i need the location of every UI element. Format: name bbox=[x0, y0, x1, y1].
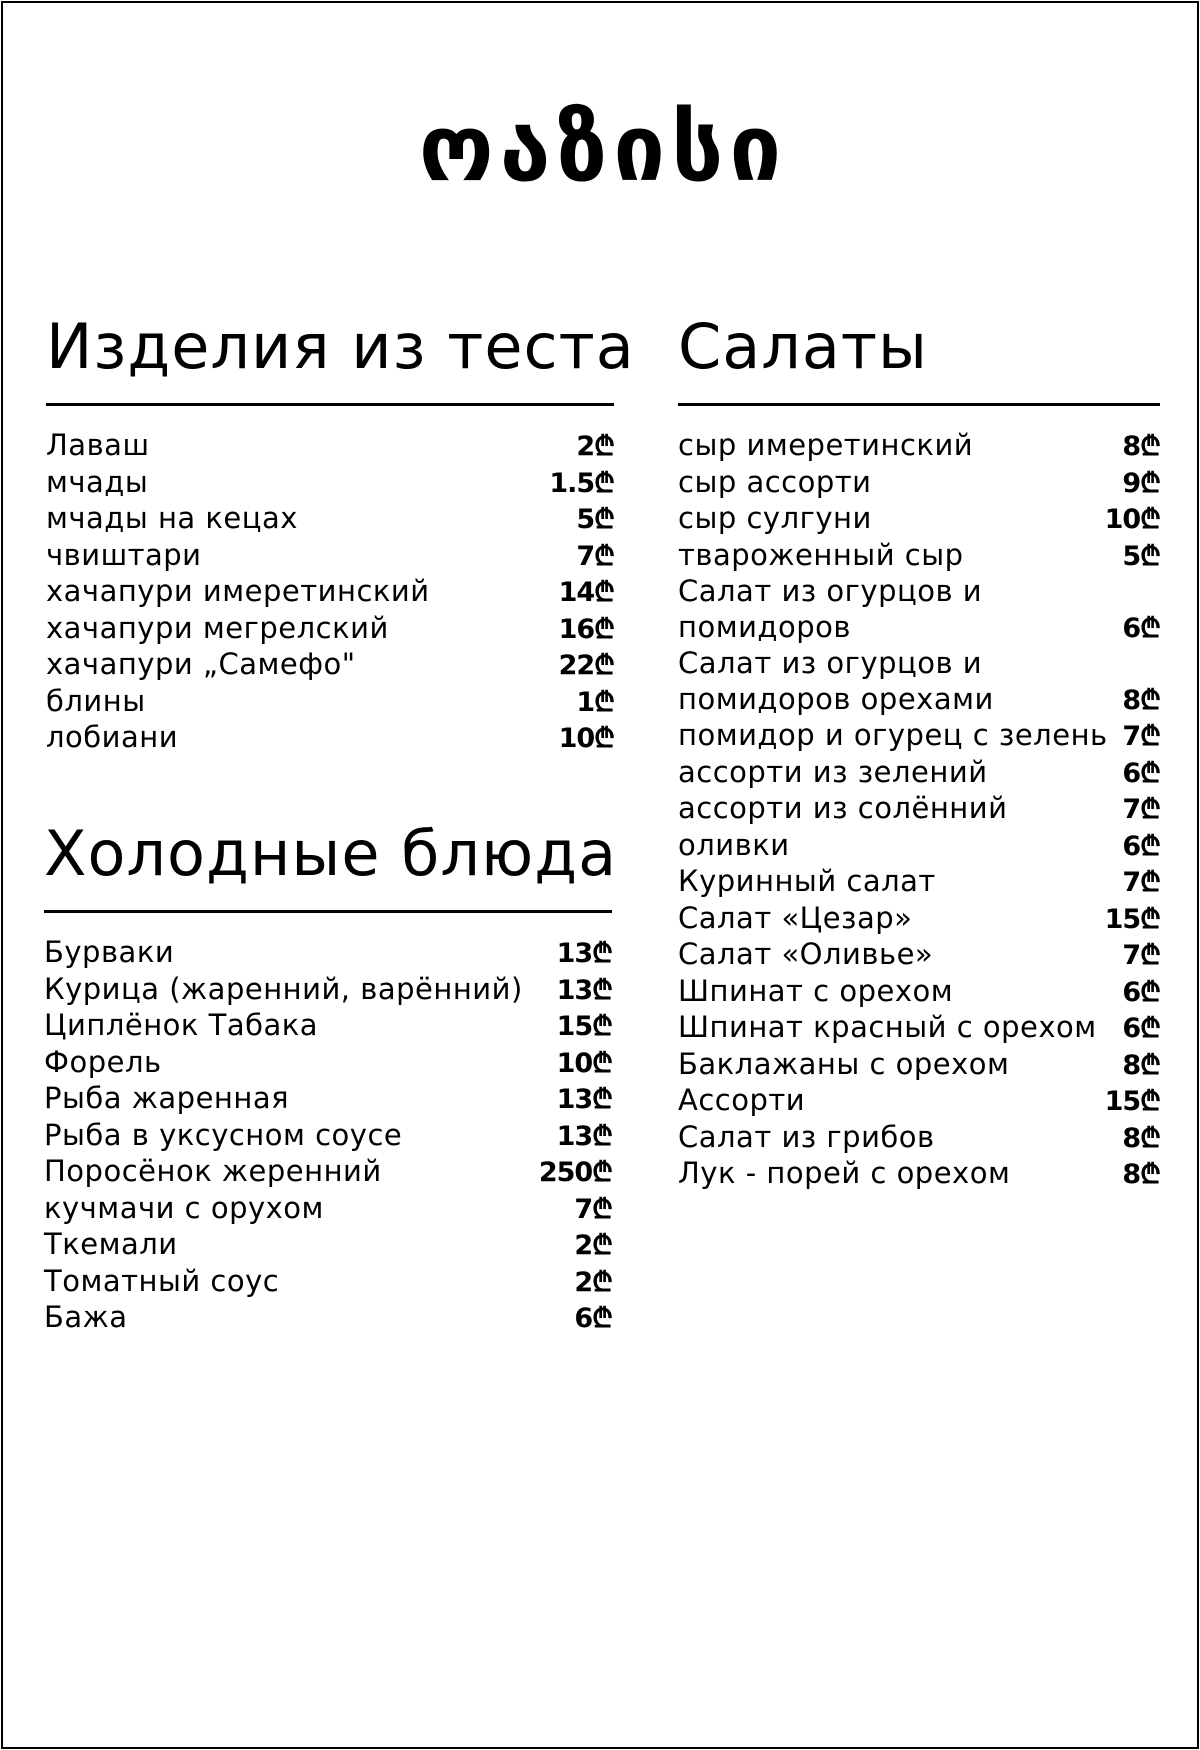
menu-item-price: 15₾ bbox=[1104, 903, 1160, 935]
menu-item bbox=[678, 718, 1160, 755]
section-divider bbox=[46, 403, 614, 406]
menu-item-name: Лаваш bbox=[46, 428, 150, 462]
menu-item-name: ассорти из солённий bbox=[678, 791, 1008, 825]
menu-item-list bbox=[44, 935, 612, 1337]
menu-item bbox=[44, 1264, 612, 1301]
menu-title: ოაზისი bbox=[418, 95, 788, 202]
menu-item-name: Рыба жаренная bbox=[44, 1081, 290, 1115]
menu-item bbox=[678, 864, 1160, 901]
menu-item-price: 2₾ bbox=[576, 431, 614, 462]
menu-item-price: 14₾ bbox=[558, 577, 614, 608]
menu-item-name: сыр ассорти bbox=[678, 464, 872, 499]
menu-item bbox=[46, 501, 614, 538]
menu-item-name: помидоров bbox=[678, 609, 851, 644]
menu-item-name: Лук - порей с орехом bbox=[678, 1156, 1011, 1190]
menu-item-price: 10₾ bbox=[1104, 504, 1160, 535]
menu-item bbox=[678, 828, 1160, 865]
menu-item bbox=[678, 791, 1160, 828]
menu-item-price: 8₾ bbox=[1122, 1122, 1160, 1154]
menu-item-price: 5₾ bbox=[576, 504, 614, 535]
menu-item-name: Салат «Оливье» bbox=[678, 937, 934, 971]
menu-item-name: Шпинат с орехом bbox=[678, 973, 954, 1008]
menu-item bbox=[44, 972, 612, 1009]
menu-item-name: Шпинат красный с орехом bbox=[678, 1010, 1097, 1044]
menu-item-price: 16₾ bbox=[558, 613, 614, 645]
menu-item-price: 7₾ bbox=[1122, 867, 1160, 898]
menu-item-price: 8₾ bbox=[1122, 1049, 1160, 1081]
menu-item-name: Курица (жаренний, варённий) bbox=[44, 971, 523, 1006]
section-heading: Холодные блюда bbox=[44, 817, 618, 890]
menu-item bbox=[678, 1120, 1160, 1157]
menu-item-name: кучмачи с орухом bbox=[44, 1190, 324, 1225]
menu-item bbox=[678, 574, 1160, 610]
menu-item bbox=[678, 937, 1160, 974]
menu-item-name: Салат из грибов bbox=[678, 1119, 935, 1154]
menu-item bbox=[44, 1081, 612, 1118]
menu-item bbox=[678, 1156, 1160, 1193]
menu-item-price: 13₾ bbox=[556, 1084, 612, 1115]
menu-item bbox=[44, 935, 612, 972]
menu-item bbox=[44, 1191, 612, 1228]
menu-item-name: хачапури мегрелский bbox=[46, 610, 389, 645]
menu-item bbox=[678, 1083, 1160, 1120]
menu-item-name: Томатный соус bbox=[44, 1263, 280, 1298]
menu-item-price: 15₾ bbox=[1104, 1086, 1160, 1117]
menu-item-name: мчады bbox=[46, 464, 149, 499]
menu-item-name: чвиштари bbox=[46, 537, 202, 572]
menu-item-name: Баклажаны с орехом bbox=[678, 1046, 1010, 1081]
menu-item-name: сыр сулгуни bbox=[678, 501, 872, 535]
menu-item bbox=[44, 1118, 612, 1155]
menu-item-name: хачапури имеретинский bbox=[46, 574, 430, 608]
menu-item bbox=[44, 1300, 612, 1337]
menu-item bbox=[46, 684, 614, 721]
menu-item-name: помидоров орехами bbox=[678, 681, 994, 716]
menu-item-price: 8₾ bbox=[1122, 1159, 1160, 1190]
menu-item-price: 5₾ bbox=[1122, 540, 1160, 572]
menu-item-name: хачапури „Самефо" bbox=[46, 647, 356, 681]
menu-item-price: 10₾ bbox=[558, 723, 614, 754]
menu-item-name: Ассорти bbox=[678, 1083, 806, 1117]
section-divider bbox=[678, 403, 1160, 406]
menu-item-price: 13₾ bbox=[556, 974, 612, 1006]
menu-item-name: блины bbox=[46, 683, 146, 718]
menu-item-price: 6₾ bbox=[1122, 1013, 1160, 1044]
menu-item-price: 1.5₾ bbox=[549, 467, 614, 499]
menu-item-name: Салат из огурцов и bbox=[678, 574, 983, 608]
menu-item-name: Форель bbox=[44, 1044, 162, 1079]
menu-item-price: 7₾ bbox=[574, 1193, 612, 1225]
menu-item-name: лобиани bbox=[46, 720, 179, 754]
menu-item bbox=[678, 755, 1160, 792]
menu-item-price: 9₾ bbox=[1122, 467, 1160, 499]
menu-item-name: помидор и огурец с зелень bbox=[678, 718, 1108, 752]
section-cold-dishes bbox=[44, 817, 618, 1337]
menu-item-name: оливки bbox=[678, 827, 790, 862]
menu-item bbox=[678, 501, 1160, 538]
section-salads bbox=[678, 311, 1160, 1193]
menu-item bbox=[678, 610, 1160, 647]
menu-item bbox=[678, 1010, 1160, 1047]
menu-item bbox=[678, 428, 1160, 465]
menu-item-price: 2₾ bbox=[574, 1266, 612, 1298]
menu-item-list bbox=[678, 428, 1160, 1193]
menu-item-list bbox=[46, 428, 614, 757]
menu-item bbox=[44, 1008, 612, 1045]
menu-item-name: твароженный сыр bbox=[678, 537, 964, 572]
menu-item bbox=[46, 465, 614, 502]
menu-item-name: Салат «Цезар» bbox=[678, 900, 913, 935]
menu-item-price: 6₾ bbox=[1122, 757, 1160, 789]
menu-item-name: Циплёнок Табака bbox=[44, 1008, 319, 1042]
menu-item-price: 13₾ bbox=[556, 938, 612, 969]
menu-item-price: 7₾ bbox=[1122, 794, 1160, 825]
menu-item-price: 6₾ bbox=[1122, 830, 1160, 862]
menu-item-name: Бажа bbox=[44, 1300, 128, 1334]
menu-item bbox=[678, 901, 1160, 938]
menu-item-price: 6₾ bbox=[1122, 612, 1160, 644]
menu-item-name: Бурваки bbox=[44, 935, 175, 969]
menu-item-name: Рыба в уксусном соусе bbox=[44, 1117, 403, 1152]
menu-item-price: 250₾ bbox=[538, 1157, 612, 1188]
menu-item-price: 7₾ bbox=[1122, 721, 1160, 752]
section-heading: Салаты bbox=[678, 310, 928, 383]
menu-item bbox=[678, 538, 1160, 575]
menu-item-price: 1₾ bbox=[576, 686, 614, 718]
menu-item bbox=[678, 682, 1160, 719]
menu-item bbox=[44, 1045, 612, 1082]
menu-item bbox=[46, 611, 614, 648]
menu-item bbox=[678, 1047, 1160, 1084]
menu-item-price: 10₾ bbox=[556, 1047, 612, 1079]
menu-item-name: ассорти из зелений bbox=[678, 754, 988, 789]
menu-item-price: 6₾ bbox=[574, 1303, 612, 1334]
menu-item-name: Поросёнок жеренний bbox=[44, 1154, 382, 1188]
menu-item-name: сыр имеретинский bbox=[678, 428, 974, 462]
menu-item-name: Куринный салат bbox=[678, 864, 936, 898]
menu-item-price: 8₾ bbox=[1122, 431, 1160, 462]
menu-item-price: 13₾ bbox=[556, 1120, 612, 1152]
menu-item-price: 7₾ bbox=[1122, 940, 1160, 971]
menu-item-name: Салат из огурцов и bbox=[678, 646, 983, 680]
menu-item-price: 15₾ bbox=[556, 1011, 612, 1042]
menu-item bbox=[678, 646, 1160, 682]
menu-item bbox=[46, 647, 614, 684]
menu-item bbox=[44, 1154, 612, 1191]
section-dough-products bbox=[46, 310, 635, 757]
menu-item-name: мчады на кецах bbox=[46, 501, 298, 535]
menu-item bbox=[678, 974, 1160, 1011]
section-heading: Изделия из теста bbox=[46, 310, 635, 383]
menu-item bbox=[44, 1227, 612, 1264]
section-divider bbox=[44, 910, 612, 913]
menu-item-price: 7₾ bbox=[576, 540, 614, 572]
menu-page bbox=[1, 1, 1199, 1749]
menu-item-price: 22₾ bbox=[558, 650, 614, 681]
menu-item-price: 6₾ bbox=[1122, 976, 1160, 1008]
menu-item-price: 2₾ bbox=[574, 1230, 612, 1261]
menu-item bbox=[46, 428, 614, 465]
menu-item bbox=[46, 574, 614, 611]
menu-item bbox=[46, 538, 614, 575]
menu-item-name: Ткемали bbox=[44, 1227, 178, 1261]
menu-item bbox=[678, 465, 1160, 502]
menu-item bbox=[46, 720, 614, 757]
menu-item-price: 8₾ bbox=[1122, 684, 1160, 716]
